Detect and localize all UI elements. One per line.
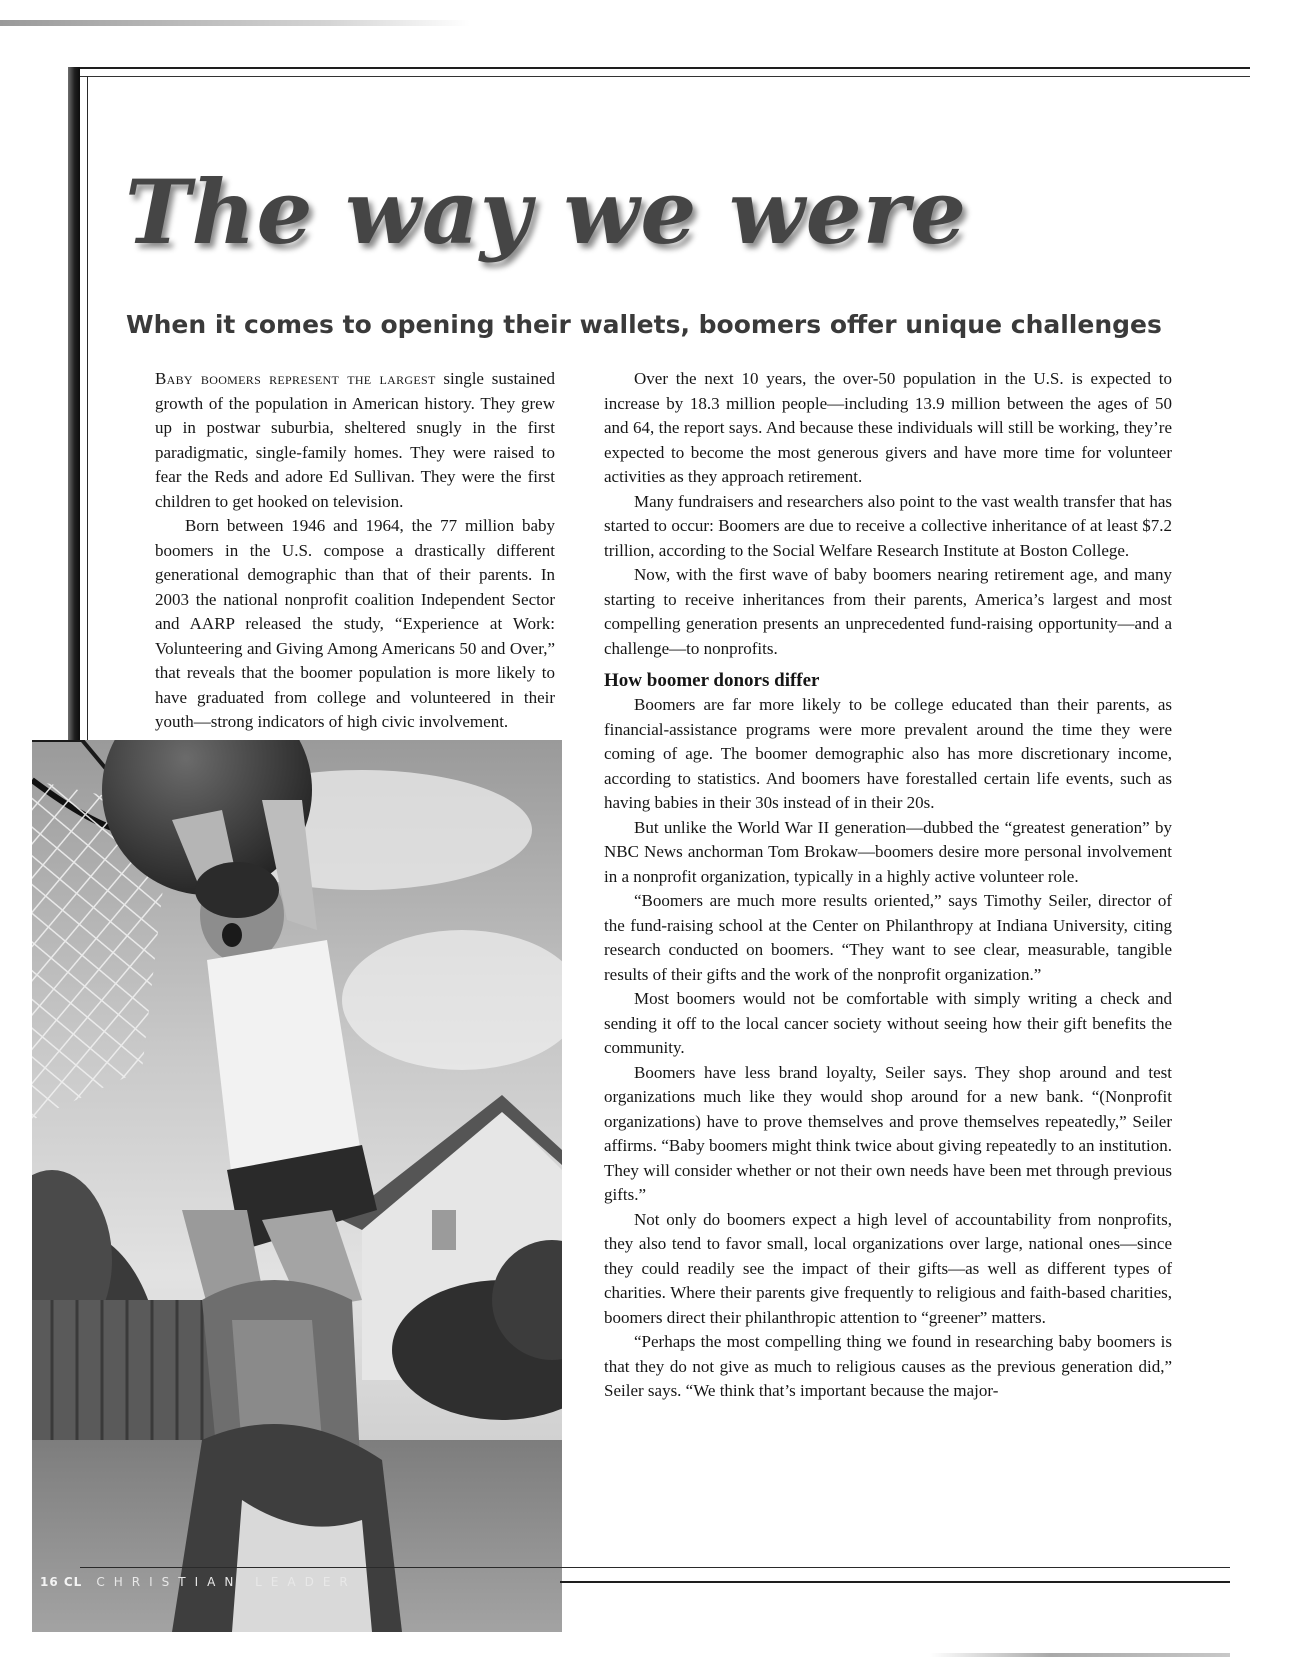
top-rule-thin: [70, 76, 1250, 77]
page-footer: [40, 1575, 357, 1589]
lead-in-small-caps: Baby boomers represent the largest: [155, 369, 436, 388]
right-paragraph-10: “Perhaps the most compelling thing we found in researching baby boomers is that they do not give as much to religious causes as the previous generation did,” Seiler says. “We think that’s important because the major-: [604, 1332, 1172, 1400]
right-paragraph-2: Many fundraisers and researchers also point to the vast wealth transfer that has started to occur: Boomers are due to receive a collective inheritance of at least $7.2 trillion, according to the Social Welfare Research Institute at Boston College.: [604, 491, 1172, 560]
photo-illustration: [32, 740, 562, 1632]
basketball-dunk-photo: [32, 740, 562, 1632]
right-paragraph-9: Not only do boomers expect a high level of accountability from nonprofits, they also tend to favor small, local organizations over large, national ones—since they could readily see the impact of their gifts—as well as different types of charities. Where their parents give frequently to religious and faith-based charities, boomers direct their philanthropic attention to “greener” matters.: [604, 1209, 1172, 1327]
bottom-rule-thin: [80, 1567, 1230, 1568]
right-paragraph-7: Most boomers would not be comfortable with simply writing a check and sending it off to the local cancer society without seeing how their gift benefits the community.: [604, 989, 1172, 1057]
article-title: The way we were: [125, 160, 968, 264]
left-paragraph-1: [155, 367, 555, 514]
magazine-name: CHRISTIAN LEADER: [96, 1575, 357, 1589]
right-paragraph-5: But unlike the World War II generation—dubbed the “greatest generation” by NBC News anchorman Tom Brokaw—boomers desire more personal involvement in a nonprofit organization, typically in a highly active volunteer role.: [604, 817, 1172, 886]
top-rule: [70, 67, 1250, 69]
right-paragraph-8: Boomers have less brand loyalty, Seiler says. They shop around and test organizations much like they would shop around for a new bank. “(Nonprofit organizations) have to prove themselves and prove themselves repeatedly,” Seiler affirms. “Baby boomers might think twice about giving repeatedly to an institution. They will consider whether or not their own needs have been met through previous gifts.”: [604, 1062, 1172, 1204]
scan-shadow-bottom: [930, 1653, 1230, 1657]
left-paragraph-1-text: single sustained growth of the population in American history. They grew up in postwar suburbia, sheltered snugly in the first paradigmatic, single-family homes. They were raised to fear the Reds and adore Ed Sullivan. They were the first children to get hooked on television.: [155, 369, 555, 511]
bottom-rule: [560, 1581, 1230, 1583]
right-paragraph-3: Now, with the first wave of baby boomers nearing retirement age, and many starting to receive inheritances from their parents, America’s largest and most compelling generation presents an unprecedented fund-raising opportunity—and a challenge—to nonprofits.: [604, 565, 1172, 658]
page-folio: 16 CL: [40, 1575, 83, 1589]
right-column: [604, 367, 1172, 1404]
right-paragraph-1: Over the next 10 years, the over-50 population in the U.S. is expected to increase by 18.3 million people—including 13.9 million between the ages of 50 and 64, the report says. And because these individuals will still be working, they’re expected to become the most generous givers and have more time for volunteer activities as they approach retirement.: [604, 369, 1172, 486]
right-paragraph-4: Boomers are far more likely to be college educated than their parents, as financial-assistance programs were more prevalent around the time they were coming of age. The boomer demographic also has more discretionary income, according to statistics. And boomers have forestalled certain life events, such as having babies in their 30s instead of in their 20s.: [604, 695, 1172, 812]
left-paragraph-2: Born between 1946 and 1964, the 77 million baby boomers in the U.S. compose a drastically different generational demographic than that of their parents. In 2003 the national nonprofit coalition Independent Sector and AARP released the study, “Experience at Work: Volunteering and Giving Among Americans 50 and Over,” that reveals that the boomer population is more likely to have graduated from college and volunteered in their youth—strong indicators of high civic involvement.: [155, 516, 555, 731]
article-subtitle: When it comes to opening their wallets, boomers offer unique challenges: [126, 310, 1162, 339]
left-column: [155, 367, 555, 735]
right-paragraph-6: “Boomers are much more results oriented,” says Timothy Seiler, director of the fund-raising school at the Center on Philanthropy at Indiana University, citing research conducted on boomers. “They want to see clear, measurable, tangible results of their gifts and the work of the nonprofit organization.”: [604, 891, 1172, 984]
section-heading: How boomer donors differ: [604, 670, 820, 691]
scan-shadow-top: [0, 20, 470, 26]
